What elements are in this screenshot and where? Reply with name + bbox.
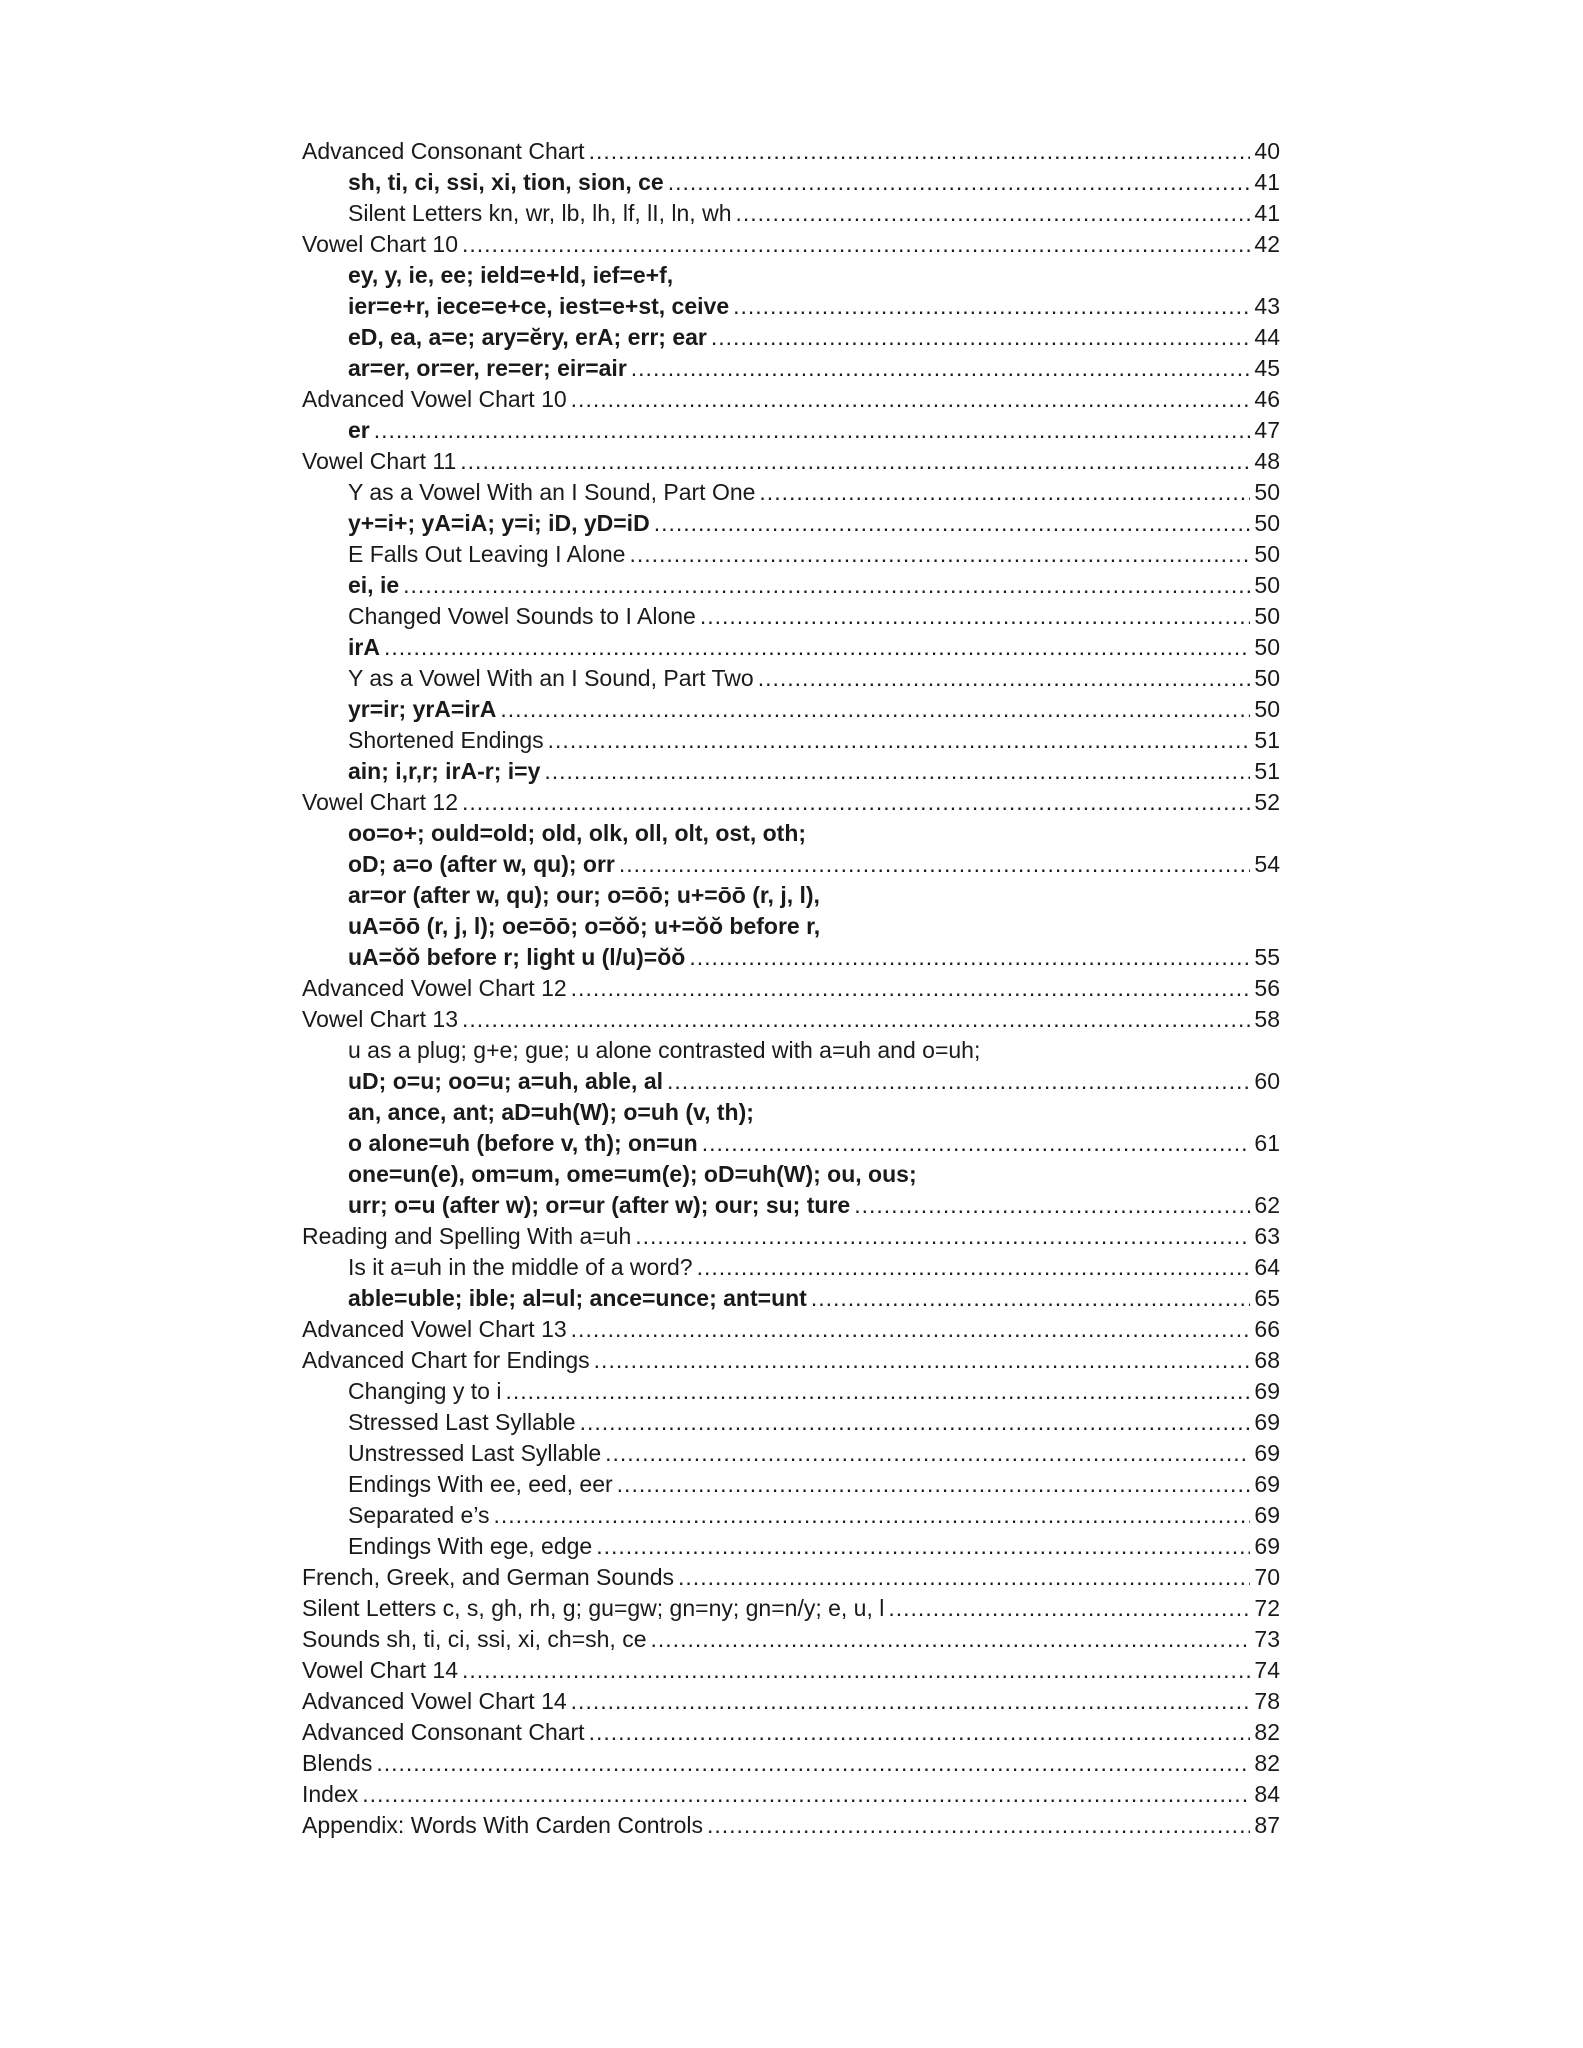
toc-page-number: 51: [1254, 727, 1280, 753]
dot-leader: [668, 167, 1250, 198]
dot-leader: [462, 1004, 1250, 1035]
dot-leader: [702, 1128, 1250, 1159]
dot-leader: [403, 570, 1250, 601]
toc-entry: [302, 1221, 1280, 1252]
dot-leader: [888, 1593, 1250, 1624]
toc-entry: [302, 1035, 1280, 1066]
toc-entry-title: Changed Vowel Sounds to I Alone: [348, 603, 696, 629]
toc-entry: [302, 1314, 1280, 1345]
dot-leader: [678, 1562, 1250, 1593]
dot-leader: [548, 725, 1250, 756]
toc-entry: [302, 694, 1280, 725]
dot-leader: [736, 198, 1251, 229]
toc-page-number: 69: [1254, 1502, 1280, 1528]
toc-page-number: 69: [1254, 1378, 1280, 1404]
toc-entry: [302, 1097, 1280, 1128]
toc-entry-title: Endings With ee, eed, eer: [348, 1471, 613, 1497]
dot-leader: [460, 446, 1250, 477]
toc-entry-title: eD, ea, a=e; ary=ĕry, erA; err; ear: [348, 324, 707, 350]
toc-entry-title: ar=er, or=er, re=er; eir=air: [348, 355, 627, 381]
toc-entry: [302, 167, 1280, 198]
toc-entry-title: urr; o=u (after w); or=ur (after w); our; su; ture: [348, 1192, 851, 1218]
toc-entry: [302, 1810, 1280, 1841]
dot-leader: [707, 1810, 1250, 1841]
toc-entry: [302, 291, 1280, 322]
toc-entry: [302, 849, 1280, 880]
toc-entry-title: o alone=uh (before v, th); on=un: [348, 1130, 698, 1156]
toc-entry-title: ei, ie: [348, 572, 400, 598]
toc-page-number: 61: [1254, 1130, 1280, 1156]
toc-entry-title: Sounds sh, ti, ci, ssi, xi, ch=sh, ce: [302, 1626, 647, 1652]
toc-entry: [302, 725, 1280, 756]
toc-page-number: 69: [1254, 1471, 1280, 1497]
toc-entry-title: Advanced Consonant Chart: [302, 1719, 585, 1745]
toc-entry: [302, 1562, 1280, 1593]
toc-entry-title: u as a plug; g+e; gue; u alone contrasted with a=uh and o=uh;: [348, 1037, 981, 1063]
toc-entry: [302, 1407, 1280, 1438]
toc-entry: [302, 942, 1280, 973]
toc-entry: [302, 322, 1280, 353]
toc-entry: [302, 1376, 1280, 1407]
toc-entry-title: ey, y, ie, ee; ield=e+ld, ief=e+f,: [348, 262, 674, 288]
toc-entry: [302, 973, 1280, 1004]
dot-leader: [605, 1438, 1250, 1469]
dot-leader: [654, 508, 1250, 539]
toc-entry: [302, 539, 1280, 570]
toc-page-number: 43: [1254, 293, 1280, 319]
toc-page-number: 64: [1254, 1254, 1280, 1280]
toc-entry-title: Shortened Endings: [348, 727, 544, 753]
toc-entry-title: Advanced Vowel Chart 10: [302, 386, 567, 412]
toc-entry-title: uD; o=u; oo=u; a=uh, able, al: [348, 1068, 664, 1094]
toc-entry-title: Stressed Last Syllable: [348, 1409, 576, 1435]
dot-leader: [494, 1500, 1250, 1531]
dot-leader: [617, 1469, 1250, 1500]
toc-page-number: 70: [1254, 1564, 1280, 1590]
dot-leader: [759, 477, 1250, 508]
toc-entry-title: Changing y to i: [348, 1378, 502, 1404]
toc-page-number: 82: [1254, 1719, 1280, 1745]
dot-leader: [505, 1376, 1250, 1407]
toc-entry-title: yr=ir; yrA=irA: [348, 696, 497, 722]
toc-entry: [302, 415, 1280, 446]
toc-entry: [302, 1593, 1280, 1624]
toc-entry: [302, 787, 1280, 818]
dot-leader: [544, 756, 1250, 787]
dot-leader: [697, 1252, 1250, 1283]
toc-entry: [302, 1469, 1280, 1500]
toc-page-number: 65: [1254, 1285, 1280, 1311]
toc-entry: [302, 570, 1280, 601]
toc-page-number: 66: [1254, 1316, 1280, 1342]
toc-entry: [302, 1779, 1280, 1810]
toc-entry-title: Vowel Chart 13: [302, 1006, 458, 1032]
toc-page-number: 50: [1254, 665, 1280, 691]
dot-leader: [631, 353, 1250, 384]
toc-page-number: 44: [1254, 324, 1280, 350]
toc-entry: [302, 446, 1280, 477]
toc-page-number: 46: [1254, 386, 1280, 412]
toc-page-number: 73: [1254, 1626, 1280, 1652]
dot-leader: [462, 1655, 1250, 1686]
toc-entry: [302, 384, 1280, 415]
toc-page-number: 58: [1254, 1006, 1280, 1032]
toc-entry-title: Reading and Spelling With a=uh: [302, 1223, 632, 1249]
toc-entry-title: Blends: [302, 1750, 373, 1776]
table-of-contents: [302, 136, 1280, 1841]
toc-entry-title: Y as a Vowel With an I Sound, Part Two: [348, 665, 754, 691]
toc-entry-title: Vowel Chart 11: [302, 448, 457, 474]
toc-entry-title: oo=o+; ould=old; old, olk, oll, olt, ost, oth;: [348, 820, 807, 846]
toc-entry-title: one=un(e), om=um, ome=um(e); oD=uh(W); ou, ous;: [348, 1161, 917, 1187]
dot-leader: [629, 539, 1250, 570]
dot-leader: [462, 229, 1250, 260]
dot-leader: [376, 1748, 1250, 1779]
toc-entry: [302, 601, 1280, 632]
toc-entry: [302, 1252, 1280, 1283]
toc-entry: [302, 1531, 1280, 1562]
toc-page-number: 48: [1254, 448, 1280, 474]
dot-leader: [374, 415, 1250, 446]
toc-entry-title: able=uble; ible; al=ul; ance=unce; ant=unt: [348, 1285, 807, 1311]
dot-leader: [462, 787, 1250, 818]
toc-entry-title: Appendix: Words With Carden Controls: [302, 1812, 703, 1838]
dot-leader: [571, 1314, 1250, 1345]
dot-leader: [733, 291, 1250, 322]
toc-page-number: 40: [1254, 138, 1280, 164]
toc-entry: [302, 198, 1280, 229]
toc-entry: [302, 1438, 1280, 1469]
dot-leader: [811, 1283, 1250, 1314]
toc-page-number: 69: [1254, 1440, 1280, 1466]
toc-entry: [302, 1686, 1280, 1717]
dot-leader: [500, 694, 1250, 725]
toc-page-number: 82: [1254, 1750, 1280, 1776]
toc-page-number: 62: [1254, 1192, 1280, 1218]
dot-leader: [689, 942, 1250, 973]
toc-entry-title: ain; i,r,r; irA-r; i=y: [348, 758, 541, 784]
toc-entry-title: Vowel Chart 14: [302, 1657, 458, 1683]
toc-page-number: 50: [1254, 510, 1280, 536]
toc-page-number: 41: [1254, 169, 1280, 195]
toc-page-number: 42: [1254, 231, 1280, 257]
toc-page-number: 54: [1254, 851, 1280, 877]
toc-page-number: 56: [1254, 975, 1280, 1001]
dot-leader: [711, 322, 1250, 353]
toc-entry-title: Index: [302, 1781, 359, 1807]
toc-page-number: 50: [1254, 541, 1280, 567]
toc-entry: [302, 229, 1280, 260]
toc-page-number: 87: [1254, 1812, 1280, 1838]
toc-entry-title: Advanced Chart for Endings: [302, 1347, 590, 1373]
toc-page-number: 69: [1254, 1533, 1280, 1559]
toc-page-number: 69: [1254, 1409, 1280, 1435]
toc-page-number: 55: [1254, 944, 1280, 970]
toc-entry: [302, 1655, 1280, 1686]
toc-entry-title: er: [348, 417, 370, 443]
toc-entry-title: Advanced Vowel Chart 12: [302, 975, 567, 1001]
toc-entry: [302, 756, 1280, 787]
toc-entry-title: Is it a=uh in the middle of a word?: [348, 1254, 693, 1280]
toc-entry-title: ier=e+r, iece=e+ce, iest=e+st, ceive: [348, 293, 730, 319]
dot-leader: [667, 1066, 1250, 1097]
dot-leader: [619, 849, 1250, 880]
toc-entry: [302, 1128, 1280, 1159]
dot-leader: [758, 663, 1250, 694]
toc-entry: [302, 260, 1280, 291]
dot-leader: [700, 601, 1250, 632]
dot-leader: [580, 1407, 1250, 1438]
toc-entry: [302, 818, 1280, 849]
toc-entry-title: y+=i+; yA=iA; y=i; iD, yD=iD: [348, 510, 650, 536]
toc-page-number: 45: [1254, 355, 1280, 381]
toc-page-number: 52: [1254, 789, 1280, 815]
toc-entry: [302, 1624, 1280, 1655]
toc-page-number: 84: [1254, 1781, 1280, 1807]
toc-entry: [302, 1159, 1280, 1190]
toc-entry: [302, 353, 1280, 384]
toc-entry-title: Silent Letters kn, wr, lb, lh, lf, lI, ln, wh: [348, 200, 732, 226]
toc-entry: [302, 1066, 1280, 1097]
dot-leader: [651, 1624, 1250, 1655]
toc-entry-title: irA: [348, 634, 380, 660]
toc-entry: [302, 136, 1280, 167]
toc-page-number: 74: [1254, 1657, 1280, 1683]
toc-entry: [302, 663, 1280, 694]
toc-page-number: 50: [1254, 696, 1280, 722]
toc-entry-title: uA=ŏŏ before r; light u (l/u)=ŏŏ: [348, 944, 686, 970]
dot-leader: [571, 1686, 1250, 1717]
dot-leader: [589, 136, 1250, 167]
dot-leader: [594, 1345, 1250, 1376]
toc-page-number: 50: [1254, 572, 1280, 598]
toc-page-number: 78: [1254, 1688, 1280, 1714]
toc-entry: [302, 1500, 1280, 1531]
toc-entry: [302, 880, 1280, 911]
toc-entry-title: Vowel Chart 10: [302, 231, 458, 257]
toc-entry-title: Endings With ege, edge: [348, 1533, 593, 1559]
toc-entry-title: Separated e’s: [348, 1502, 490, 1528]
dot-leader: [589, 1717, 1250, 1748]
toc-entry-title: Vowel Chart 12: [302, 789, 458, 815]
toc-entry-title: Unstressed Last Syllable: [348, 1440, 602, 1466]
toc-page-number: 50: [1254, 603, 1280, 629]
toc-page-number: 41: [1254, 200, 1280, 226]
toc-entry: [302, 911, 1280, 942]
toc-entry: [302, 1748, 1280, 1779]
dot-leader: [362, 1779, 1250, 1810]
toc-entry: [302, 1345, 1280, 1376]
toc-entry: [302, 1283, 1280, 1314]
toc-entry: [302, 477, 1280, 508]
toc-entry-title: French, Greek, and German Sounds: [302, 1564, 675, 1590]
toc-entry: [302, 1004, 1280, 1035]
toc-page-number: 51: [1254, 758, 1280, 784]
toc-entry-title: E Falls Out Leaving I Alone: [348, 541, 626, 567]
dot-leader: [571, 384, 1250, 415]
toc-entry: [302, 508, 1280, 539]
toc-page-number: 50: [1254, 479, 1280, 505]
toc-entry-title: Advanced Vowel Chart 13: [302, 1316, 567, 1342]
toc-entry-title: sh, ti, ci, ssi, xi, tion, sion, ce: [348, 169, 664, 195]
toc-entry-title: ar=or (after w, qu); our; o=ōō; u+=ōō (r, j, l),: [348, 882, 820, 908]
toc-page-number: 72: [1254, 1595, 1280, 1621]
toc-entry-title: Advanced Vowel Chart 14: [302, 1688, 567, 1714]
toc-page-number: 47: [1254, 417, 1280, 443]
toc-entry-title: Advanced Consonant Chart: [302, 138, 585, 164]
dot-leader: [384, 632, 1250, 663]
toc-entry: [302, 1717, 1280, 1748]
toc-page-number: 50: [1254, 634, 1280, 660]
toc-entry-title: an, ance, ant; aD=uh(W); o=uh (v, th);: [348, 1099, 754, 1125]
dot-leader: [596, 1531, 1250, 1562]
toc-entry-title: Silent Letters c, s, gh, rh, g; gu=gw; gn=ny; gn=n/y; e, u, l: [302, 1595, 885, 1621]
dot-leader: [635, 1221, 1250, 1252]
toc-page-number: 63: [1254, 1223, 1280, 1249]
toc-entry: [302, 632, 1280, 663]
dot-leader: [854, 1190, 1250, 1221]
toc-entry-title: oD; a=o (after w, qu); orr: [348, 851, 615, 877]
toc-entry: [302, 1190, 1280, 1221]
toc-entry-title: uA=ōō (r, j, l); oe=ōō; o=ŏŏ; u+=ŏŏ before r,: [348, 913, 821, 939]
dot-leader: [571, 973, 1250, 1004]
toc-page-number: 60: [1254, 1068, 1280, 1094]
toc-entry-title: Y as a Vowel With an I Sound, Part One: [348, 479, 756, 505]
toc-page-number: 68: [1254, 1347, 1280, 1373]
